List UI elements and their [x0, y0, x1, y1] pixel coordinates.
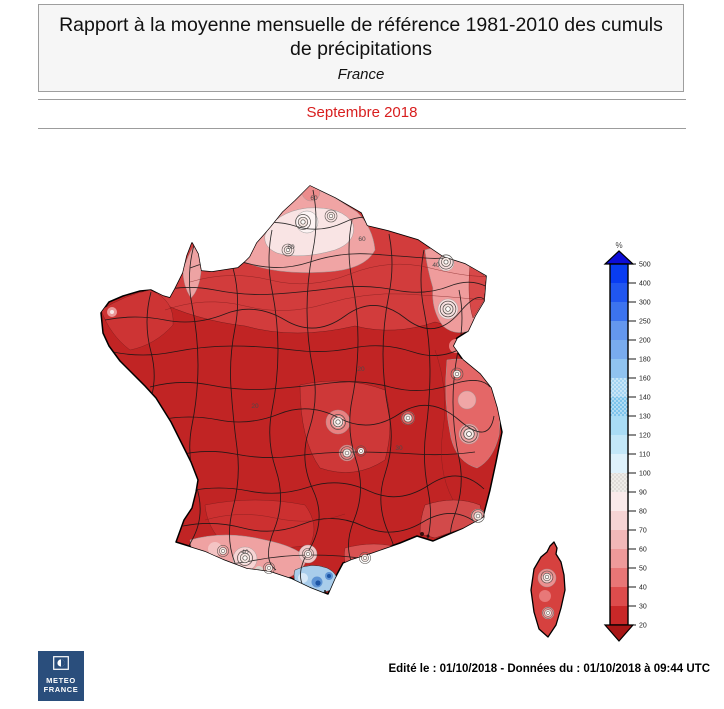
color-scale-legend	[594, 240, 680, 650]
france-precipitation-map	[95, 150, 600, 655]
svg-text:40: 40	[241, 549, 249, 556]
svg-text:140: 140	[639, 394, 651, 402]
svg-text:20: 20	[357, 366, 365, 373]
divider-top	[38, 99, 686, 100]
title-box	[38, 4, 684, 92]
svg-text:60: 60	[639, 546, 647, 554]
svg-text:120: 120	[639, 432, 651, 440]
svg-text:500: 500	[639, 261, 651, 269]
svg-text:30: 30	[395, 445, 403, 452]
svg-text:90: 90	[639, 489, 647, 497]
page-title-line-1: Rapport à la moyenne mensuelle de référence 1981-2010 des cumuls	[59, 14, 663, 36]
meteo-france-logo	[38, 651, 84, 701]
svg-text:70: 70	[639, 527, 647, 535]
svg-text:50: 50	[639, 565, 647, 573]
svg-text:40: 40	[639, 584, 647, 592]
svg-text:20: 20	[639, 622, 647, 630]
svg-text:60: 60	[310, 195, 318, 202]
svg-text:400: 400	[639, 280, 651, 288]
subtitle-month: Septembre 2018	[306, 104, 418, 121]
region-label: France	[337, 65, 385, 83]
svg-text:250: 250	[639, 318, 651, 326]
logo-text: METEO FRANCE	[43, 676, 79, 694]
svg-text:160: 160	[639, 375, 651, 383]
svg-text:60: 60	[358, 236, 366, 243]
svg-text:200: 200	[639, 337, 651, 345]
meteo-france-emblem	[53, 656, 69, 670]
svg-text:80: 80	[639, 508, 647, 516]
svg-text:%: %	[615, 241, 623, 250]
svg-text:110: 110	[639, 451, 651, 459]
page-title-line-2: de précipitations	[289, 37, 432, 60]
svg-text:80: 80	[287, 244, 295, 251]
svg-text:40: 40	[432, 262, 440, 269]
svg-text:180: 180	[639, 356, 651, 364]
divider-bottom	[38, 128, 686, 129]
svg-text:20: 20	[251, 403, 259, 410]
svg-text:130: 130	[639, 413, 651, 421]
svg-text:30: 30	[639, 603, 647, 611]
corsica	[531, 542, 565, 637]
svg-text:100: 100	[639, 470, 651, 478]
edition-timestamp: Edité le : 01/10/2018 - Données du : 01/10/2018 à 09:44 UTC	[388, 663, 710, 675]
svg-text:300: 300	[639, 299, 651, 307]
